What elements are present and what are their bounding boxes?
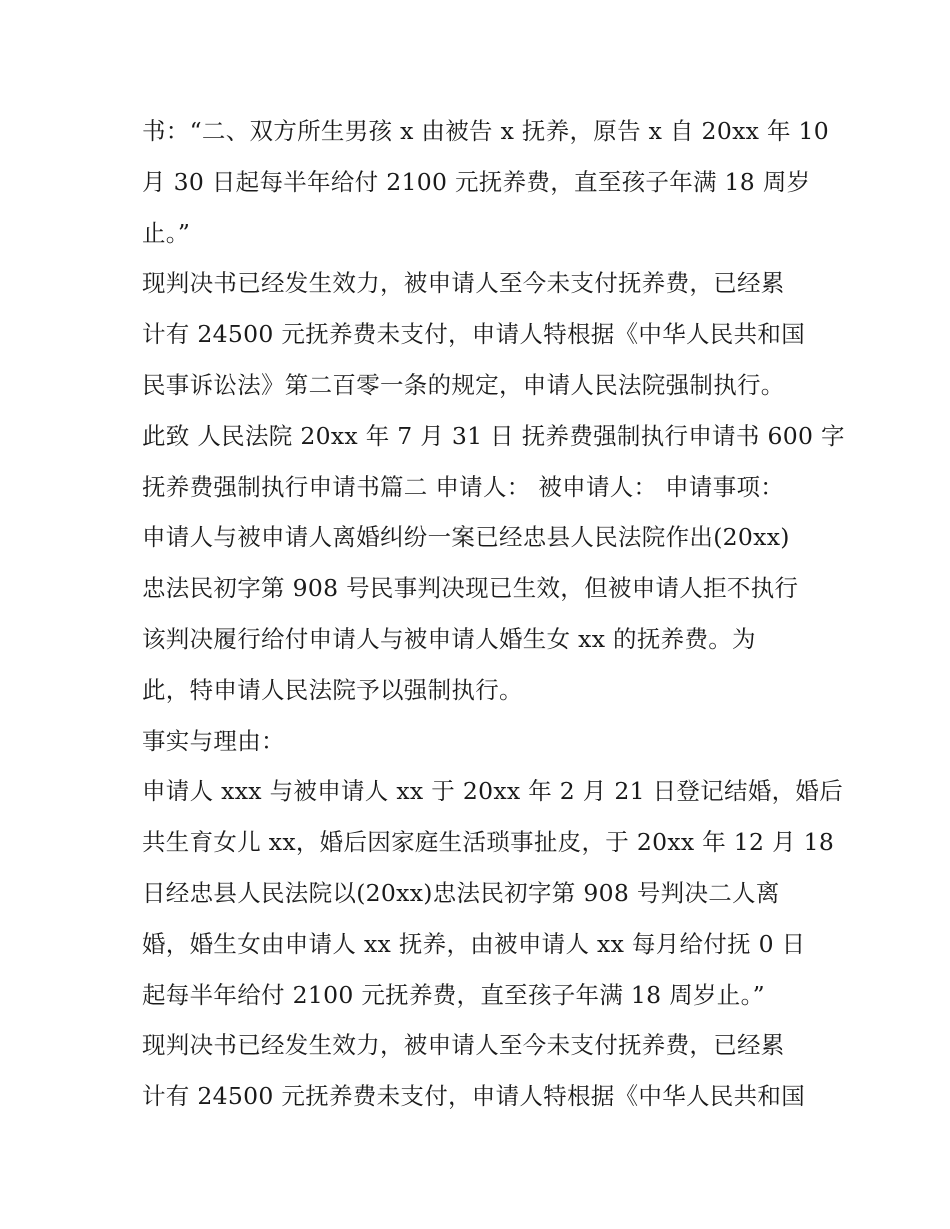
text-line: 现判决书已经发生效力，被申请人至今未支付抚养费，已经累 (142, 1031, 785, 1060)
text-line: 忠法民初字第 908 号民事判决现已生效，但被申请人拒不执行 (142, 574, 799, 603)
text-line: 书：“二、双方所生男孩 x 由被告 x 抚养，原告 x 自 20xx 年 10 (142, 117, 830, 145)
text-line: 起每半年给付 2100 元抚养费，直至孩子年满 18 周岁止。” (142, 980, 765, 1009)
text-line: 止。” (142, 218, 191, 247)
document-body (142, 106, 845, 1122)
text-line: 日经忠县人民法院以(20xx)忠法民初字第 908 号判决二人离 (142, 878, 780, 907)
text-line: 该判决履行给付申请人与被申请人婚生女 xx 的抚养费。为 (142, 624, 756, 653)
text-line: 计有 24500 元抚养费未支付，申请人特根据《中华人民共和国 (142, 320, 805, 349)
text-line: 申请人 xxx 与被申请人 xx 于 20xx 年 2 月 21 日登记结婚，婚后 (142, 777, 844, 806)
text-line: 抚养费强制执行申请书篇二 申请人： 被申请人： 申请事项： (142, 472, 785, 501)
text-line: 月 30 日起每半年给付 2100 元抚养费，直至孩子年满 18 周岁 (142, 167, 811, 196)
text-line: 此，特申请人民法院予以强制执行。 (142, 675, 523, 704)
text-line: 此致 人民法院 20xx 年 7 月 31 日 抚养费强制执行申请书 600 字 (142, 421, 845, 450)
section-heading: 事实与理由： (142, 726, 285, 755)
text-line: 申请人与被申请人离婚纠纷一案已经忠县人民法院作出(20xx) (142, 523, 790, 552)
text-line: 婚，婚生女由申请人 xx 抚养，由被申请人 xx 每月给付抚 0 日 (142, 929, 806, 958)
text-line: 计有 24500 元抚养费未支付，申请人特根据《中华人民共和国 (142, 1082, 805, 1111)
text-line: 现判决书已经发生效力，被申请人至今未支付抚养费，已经累 (142, 269, 785, 298)
text-line: 民事诉讼法》第二百零一条的规定，申请人民法院强制执行。 (142, 370, 785, 399)
text-line: 共生育女儿 xx，婚后因家庭生活琐事扯皮，于 20xx 年 12 月 18 (142, 828, 835, 857)
